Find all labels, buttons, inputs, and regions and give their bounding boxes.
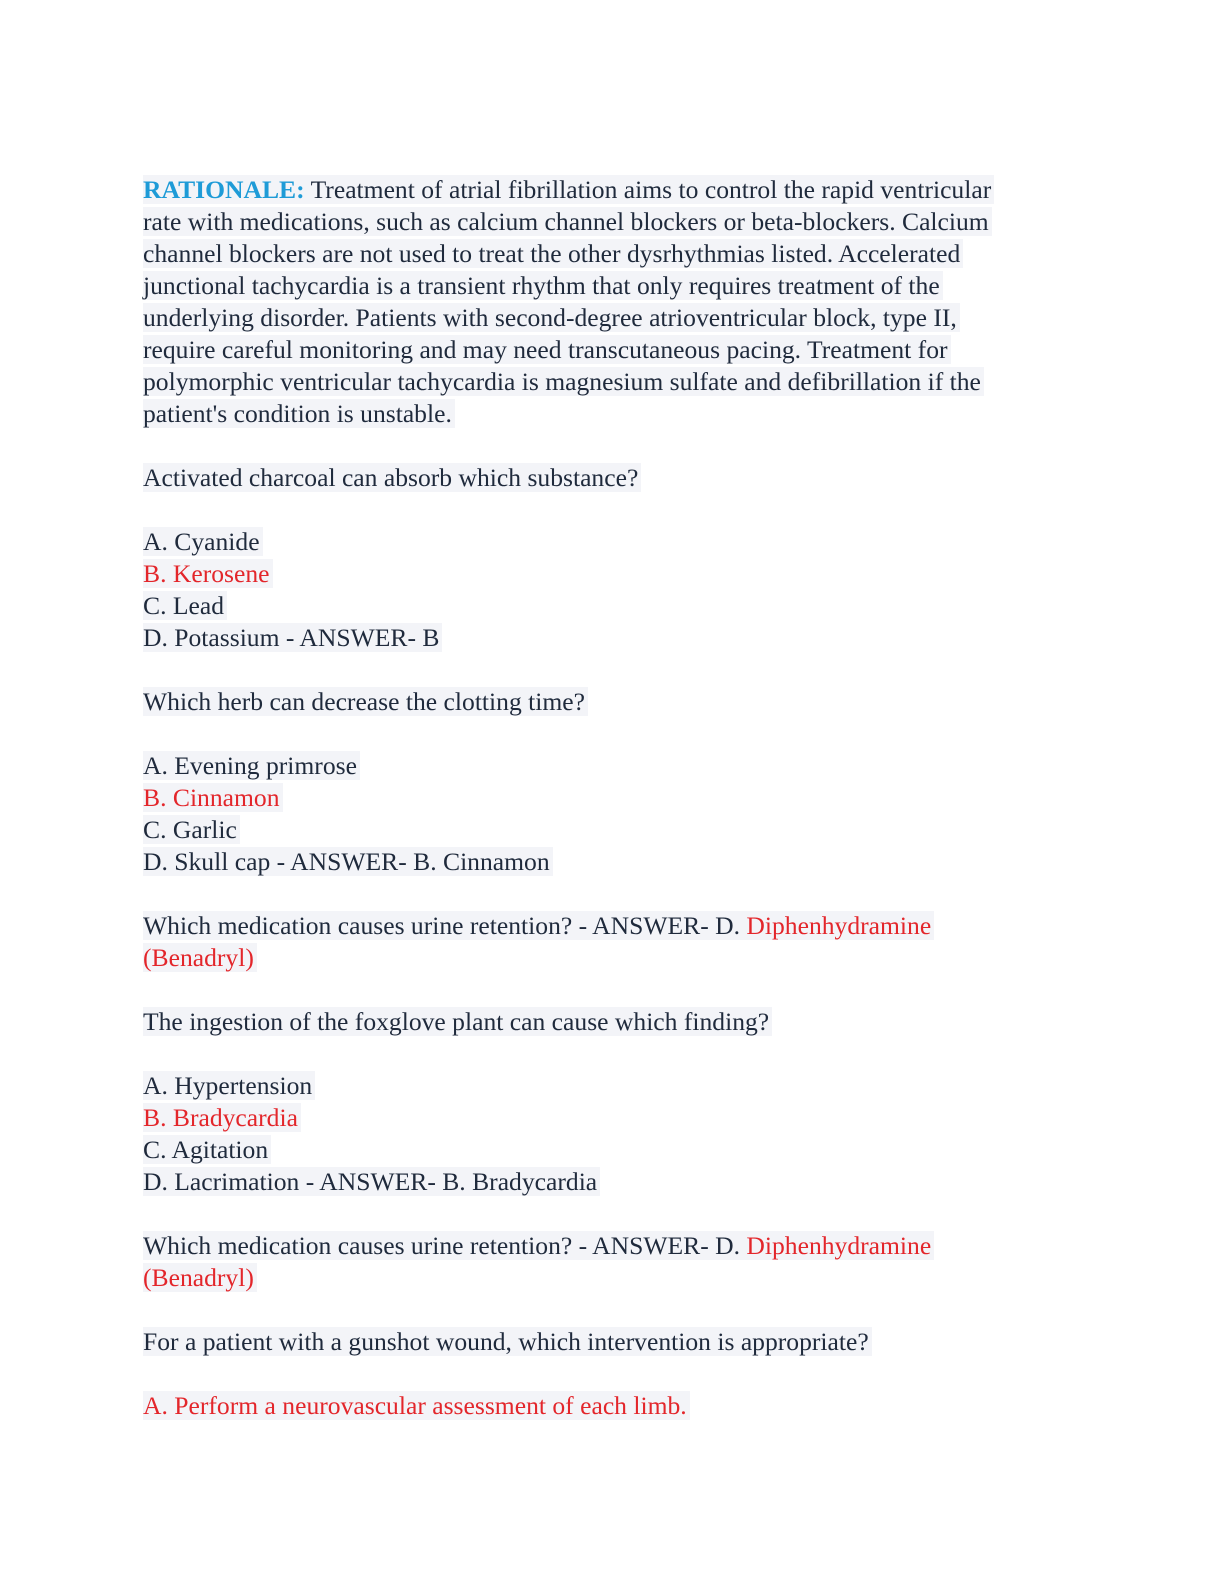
option-b-correct: B. Cinnamon — [143, 783, 283, 812]
option-c: C. Lead — [143, 591, 227, 620]
question-text: The ingestion of the foxglove plant can cause which finding? — [143, 1007, 772, 1036]
rationale-label: RATIONALE: — [143, 175, 305, 204]
question-block-urine-retention — [143, 910, 1083, 974]
rationale-line: rate with medications, such as calcium channel blockers or beta-blockers. Calcium — [143, 207, 992, 236]
option-d-answer: D. Lacrimation - ANSWER- B. Bradycardia — [143, 1167, 600, 1196]
question-block-foxglove — [143, 1006, 1083, 1198]
answer-text: Diphenhydramine — [746, 911, 932, 940]
option-c: C. Garlic — [143, 815, 240, 844]
option-d-answer: D. Skull cap - ANSWER- B. Cinnamon — [143, 847, 553, 876]
option-c: C. Agitation — [143, 1135, 271, 1164]
rationale-paragraph — [143, 174, 1083, 430]
question-text: Activated charcoal can absorb which substance? — [143, 463, 641, 492]
question-text: Which herb can decrease the clotting time? — [143, 687, 588, 716]
question-text: Which medication causes urine retention? - ANSWER- D. — [143, 1231, 747, 1260]
question-block-gunshot — [143, 1326, 1083, 1422]
question-block-urine-retention-repeat — [143, 1230, 1083, 1294]
option-b-correct: B. Kerosene — [143, 559, 273, 588]
option-a: A. Hypertension — [143, 1071, 315, 1100]
question-block-herb — [143, 686, 1083, 878]
answer-text-continued: (Benadryl) — [143, 943, 257, 972]
rationale-line: polymorphic ventricular tachycardia is magnesium sulfate and defibrillation if the — [143, 367, 984, 396]
document-body — [143, 174, 1083, 1422]
question-block-charcoal — [143, 462, 1083, 654]
option-b-correct: B. Bradycardia — [143, 1103, 301, 1132]
question-text: For a patient with a gunshot wound, which intervention is appropriate? — [143, 1327, 872, 1356]
option-d-answer: D. Potassium - ANSWER- B — [143, 623, 442, 652]
rationale-line: require careful monitoring and may need transcutaneous pacing. Treatment for — [143, 335, 951, 364]
answer-text: Diphenhydramine — [746, 1231, 932, 1260]
option-a: A. Evening primrose — [143, 751, 360, 780]
rationale-line: junctional tachycardia is a transient rhythm that only requires treatment of the — [143, 271, 943, 300]
answer-text-continued: (Benadryl) — [143, 1263, 257, 1292]
question-text: Which medication causes urine retention? - ANSWER- D. — [143, 911, 747, 940]
option-a-correct: A. Perform a neurovascular assessment of each limb. — [143, 1391, 690, 1420]
rationale-line: underlying disorder. Patients with second-degree atrioventricular block, type II, — [143, 303, 960, 332]
option-a: A. Cyanide — [143, 527, 263, 556]
rationale-line: patient's condition is unstable. — [143, 399, 455, 428]
rationale-line: Treatment of atrial fibrillation aims to control the rapid ventricular — [304, 175, 992, 204]
rationale-line: channel blockers are not used to treat the other dysrhythmias listed. Accelerated — [143, 239, 963, 268]
